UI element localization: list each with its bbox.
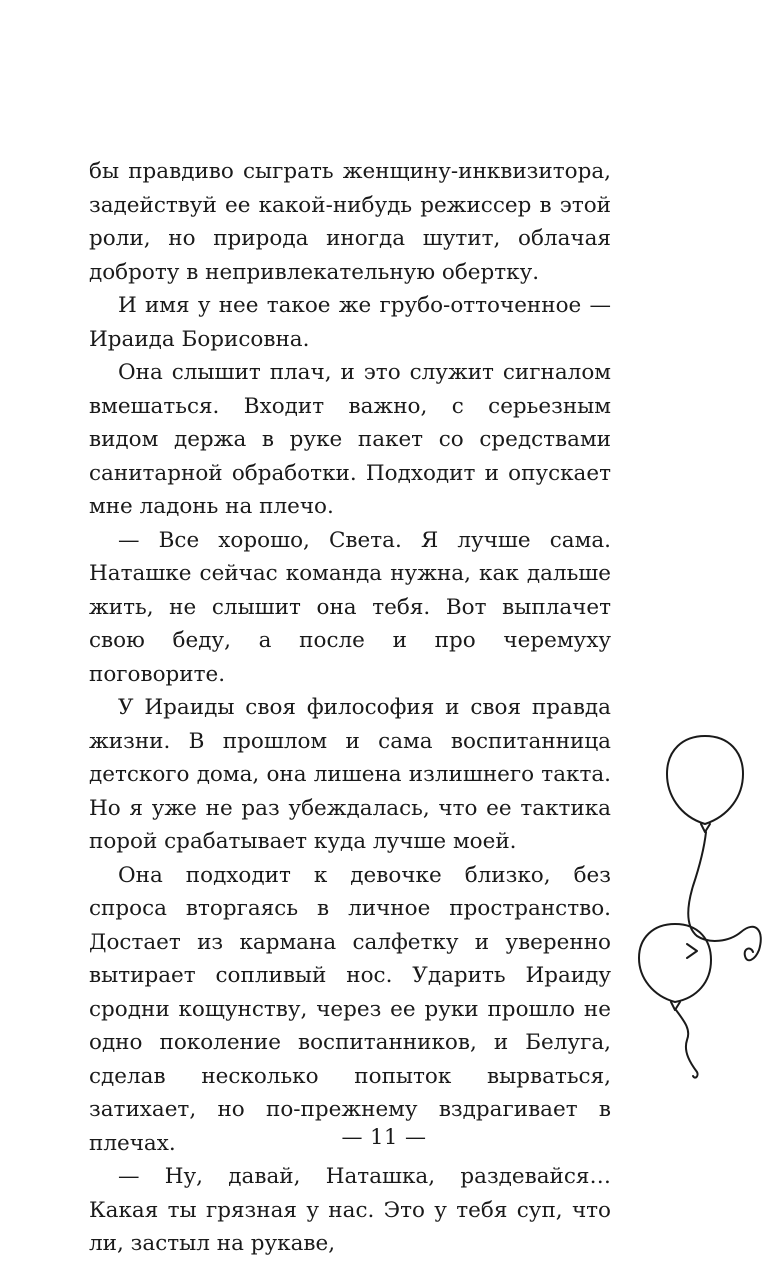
two-balloons-illustration-icon [625,720,768,1100]
paragraph-2: И имя у нее такое же грубо-отточенное — Ираида Борисовна. [89,293,611,352]
upper-balloon-string [688,832,761,960]
lower-balloon-highlight [687,944,697,958]
body-text [89,155,611,1261]
page-number: — 11 — [341,1125,427,1149]
lower-balloon-shape [639,924,711,1002]
lower-balloon-knot [671,1002,680,1010]
paragraph-4: — Все хорошо, Света. Я лучше сама. Наташке сейчас команда нужна, как дальше жить, не слышит она тебя. Вот выплачет свою беду, а после и про черемуху поговорите. [89,527,611,687]
paragraph-7: — Ну, давай, Наташка, раздевайся… Какая ты грязная у нас. Это у тебя суп, что ли, застыл на рукаве, [89,1164,611,1256]
paragraph-5: У Ираиды своя философия и своя правда жизни. В прошлом и сама воспитанница детского дома, она лишена излишнего такта. Но я уже не раз убеждалась, что ее тактика порой срабатывает куда лучше моей. [89,695,611,854]
paragraph-1: бы правдиво сыграть женщину-инквизитора, задействуй ее какой-нибудь режиссер в этой роли, но природа иногда шутит, облачая доброту в непривлекательную обертку. [89,159,611,285]
upper-balloon-knot [701,824,710,832]
paragraph-6: Она подходит к девочке близко, без спроса вторгаясь в личное пространство. Достает из кармана салфетку и уверенно вытирает сопливый нос. Ударить Ираиду сродни кощунству, через ее руки прошло не одно поколение воспитанников, и Белуга, сделав несколько попыток вырваться, затихает, но по-прежнему вздрагивает в плечах. [89,862,611,1156]
lower-balloon-string [676,1010,698,1078]
paragraph-3: Она слышит плач, и это служит сигналом вмешаться. Входит важно, с серьезным видом держа в руке пакет со средствами санитарной обработки. Подходит и опускает мне ладонь на плечо. [89,360,611,519]
upper-balloon-shape [667,736,743,824]
